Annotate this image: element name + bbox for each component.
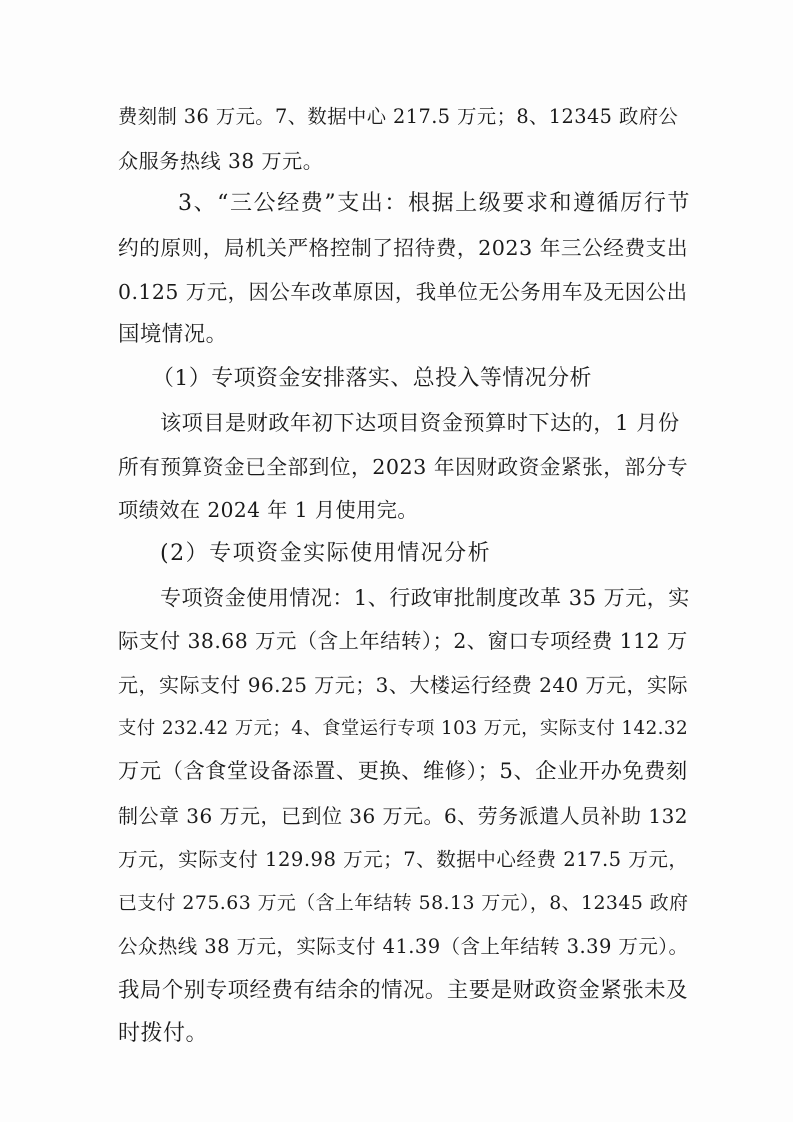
text-line-6: 国境情况。: [118, 322, 228, 347]
text-line-13: 际支付 38.68 万元（含上年结转）；2、窗口专项经费 112 万: [118, 629, 688, 653]
text-line-16: 万元（含食堂设备添置、更换、维修）；5、企业开办免费刻: [118, 759, 688, 784]
text-line-22: 时拨付。: [118, 1021, 209, 1046]
text-line-14: 元，实际支付 96.25 万元；3、大楼运行经费 240 万元，实际: [118, 673, 688, 697]
text-line-8: 该项目是财政年初下达项目资金预算时下达的，1 月份: [160, 410, 680, 435]
text-line-10: 项绩效在 2024 年 1 月使用完。: [118, 498, 418, 522]
text-line-15: 支付 232.42 万元；4、食堂运行专项 103 万元，实际支付 142.32: [118, 718, 689, 739]
text-line-12: 专项资金使用情况：1、行政审批制度改革 35 万元，实: [160, 585, 690, 610]
text-line-21: 我局个别专项经费有结余的情况。主要是财政资金紧张未及: [118, 978, 688, 1003]
section-heading-2: (2）专项资金实际使用情况分析: [160, 541, 492, 566]
text-line-4: 约的原则，局机关严格控制了招待费，2023 年三公经费支出: [118, 236, 689, 260]
text-line-3: 3、“三公经费”支出：根据上级要求和遵循厉行节: [178, 191, 692, 216]
text-line-17: 制公章 36 万元，已到位 36 万元。6、劳务派遣人员补助 132: [118, 804, 688, 828]
text-line-18: 万元，实际支付 129.98 万元；7、数据中心经费 217.5 万元，: [118, 848, 689, 871]
section-heading-1: （1）专项资金安排落实、总投入等情况分析: [152, 366, 592, 391]
text-line-9: 所有预算资金已全部到位，2023 年因财政资金紧张，部分专: [118, 455, 689, 479]
text-line-5: 0.125 万元，因公车改革原因，我单位无公务用车及无因公出: [118, 280, 688, 304]
text-line-1: 费刻制 36 万元。7、数据中心 217.5 万元；8、12345 政府公: [118, 105, 679, 128]
text-line-19: 已支付 275.63 万元（含上年结转 58.13 万元），8、12345 政府: [118, 892, 689, 914]
text-line-20: 公众热线 38 万元，实际支付 41.39（含上年结转 3.39 万元）。: [118, 935, 689, 958]
text-line-2: 众服务热线 38 万元。: [118, 149, 324, 173]
